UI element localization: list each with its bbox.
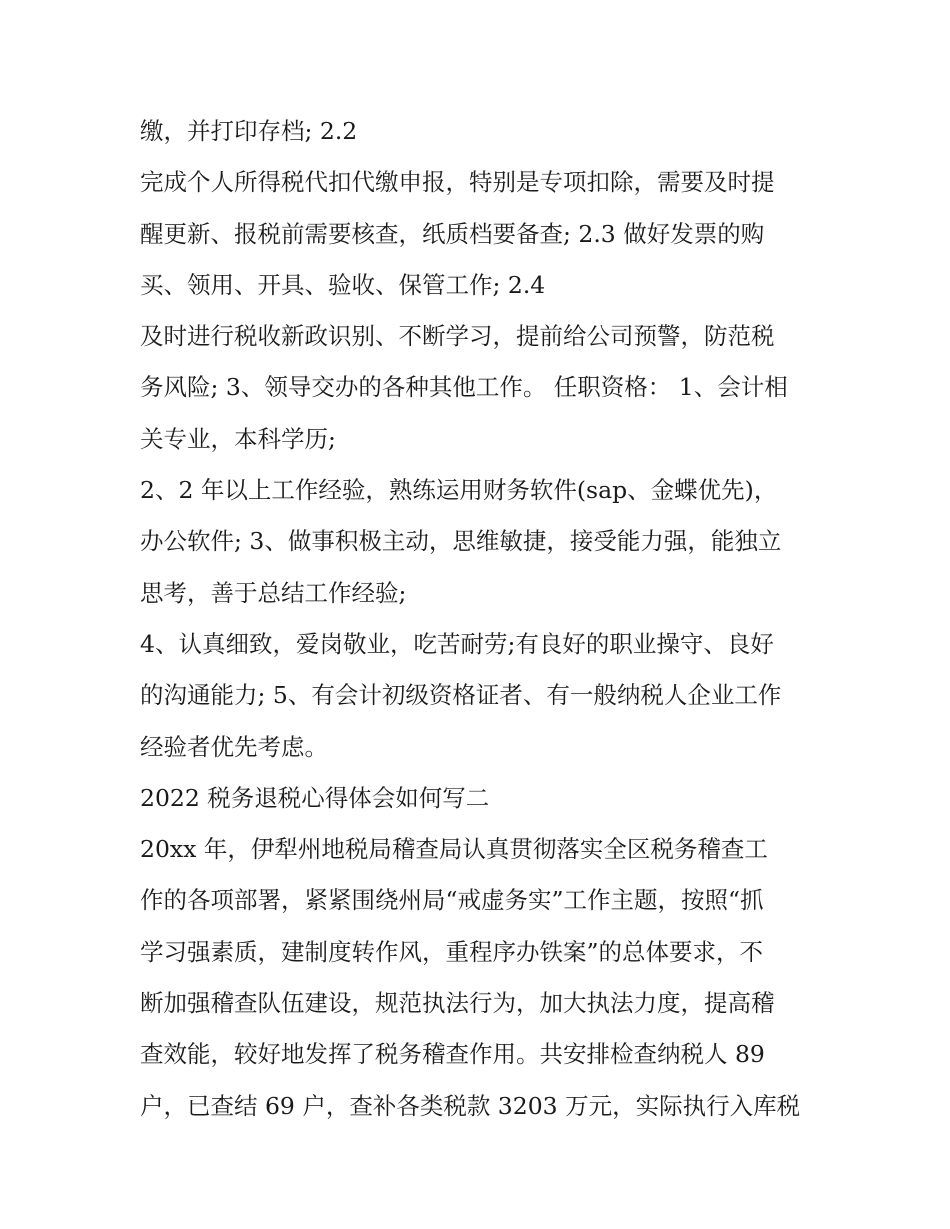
text-line: 的沟通能力; 5、有会计初级资格证者、有一般纳税人企业工作 [140, 681, 782, 710]
text-line: 户，已查结 69 户，查补各类税款 3203 万元，实际执行入库税 [140, 1091, 801, 1120]
text-line: 关专业，本科学历; [140, 424, 336, 453]
text-line: 20xx 年，伊犁州地税局稽查局认真贯彻落实全区税务稽查工 [140, 835, 768, 864]
text-line: 断加强稽查队伍建设，规范执法行为，加大执法力度，提高稽 [140, 989, 775, 1018]
document-body [140, 106, 820, 1132]
text-line: 作的各项部署，紧紧围绕州局“戒虚务实”工作主题，按照“抓 [140, 886, 764, 915]
text-line: 查效能，较好地发挥了税务稽查作用。共安排检查纳税人 89 [140, 1040, 765, 1069]
text-line: 2、2 年以上工作经验，熟练运用财务软件(sap、金蝶优先)， [140, 476, 778, 505]
section-heading: 2022 税务退税心得体会如何写二 [140, 783, 490, 812]
text-line: 务风险; 3、领导交办的各种其他工作。 任职资格： 1、会计相 [140, 373, 788, 402]
text-line: 办公软件; 3、做事积极主动，思维敏捷，接受能力强，能独立 [140, 527, 782, 556]
text-line: 学习强素质，建制度转作风，重程序办铁案”的总体要求，不 [140, 937, 764, 966]
text-line: 及时进行税收新政识别、不断学习，提前给公司预警，防范税 [140, 322, 775, 351]
text-line: 醒更新、报税前需要核查，纸质档要备查; 2.3 做好发票的购 [140, 219, 765, 248]
text-line: 缴，并打印存档; 2.2 [140, 117, 358, 145]
text-line: 4、认真细致，爱岗敬业，吃苦耐劳;有良好的职业操守、良好 [140, 629, 774, 658]
text-line: 思考，善于总结工作经验; [140, 578, 407, 607]
text-line: 经验者优先考虑。 [140, 732, 328, 761]
text-line: 买、领用、开具、验收、保管工作; 2.4 [140, 270, 546, 299]
text-line: 完成个人所得税代扣代缴申报，特别是专项扣除，需要及时提 [140, 168, 775, 197]
